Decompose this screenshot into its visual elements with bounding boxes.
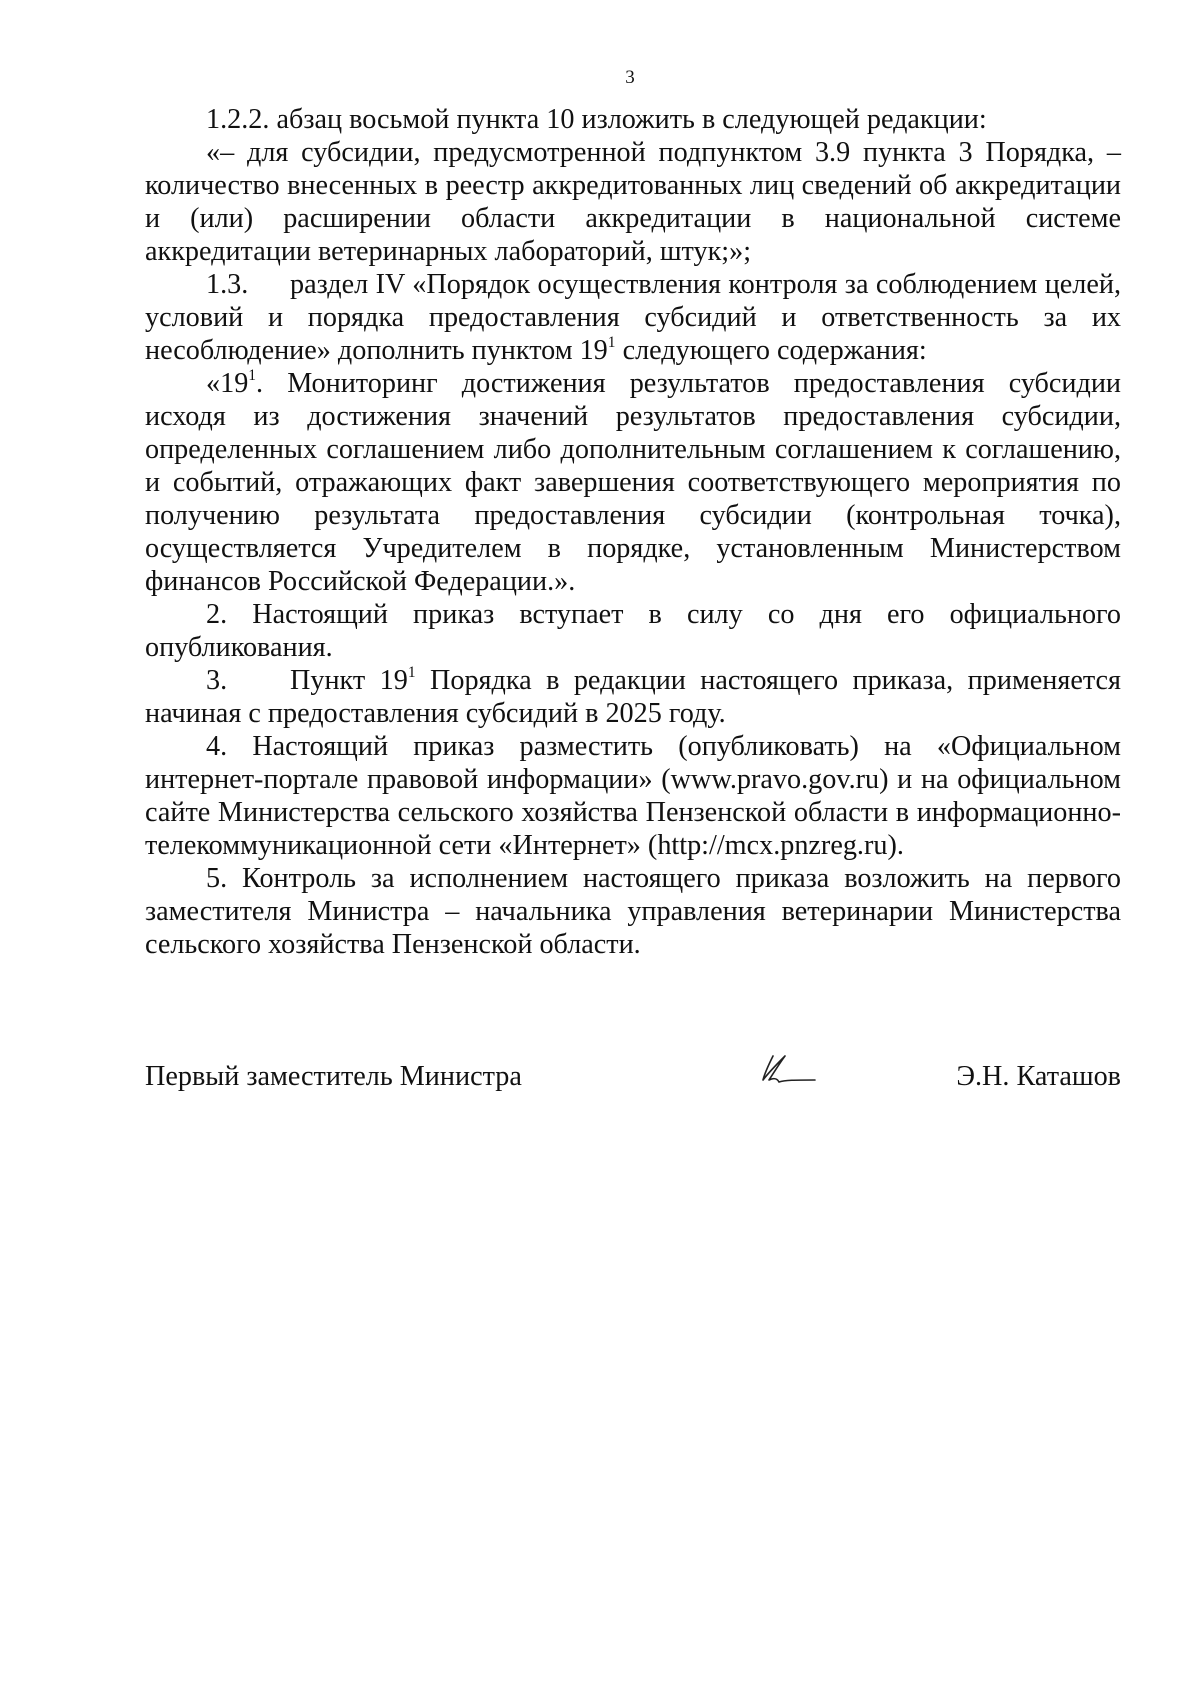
paragraph-number: 1.3. — [206, 269, 249, 300]
paragraph-19-1 — [145, 367, 1121, 598]
paragraph-text: . Мониторинг достижения результатов предоставления субсидии исходя из достижения значений результатов предоставления субсидии, определенных соглашением либо дополнительным соглашением к соглашению, и событий, отражающих факт завершения соответствующего мероприятия по получению результата предоставления субсидии (контрольная точка), осуществляется Учредителем в порядке, установленным Министерством финансов Российской Федерации.». — [145, 368, 1121, 597]
paragraph-number: 3. — [206, 665, 228, 696]
signer-name: Э.Н. Каташов — [956, 1061, 1121, 1092]
paragraph-4: 4. Настоящий приказ разместить (опубликовать) на «Официальном интернет-портале правовой информации» (www.pravo.gov.ru) и на официальном сайте Министерства сельского хозяйства Пензенской области в информационно-телекоммуникационной сети «Интернет» (http://mcx.pnzreg.ru). — [145, 731, 1121, 861]
paragraph-text: «19 — [206, 368, 249, 399]
paragraph-quoted-subsidy: «– для субсидии, предусмотренной подпунктом 3.9 пункта 3 Порядка, – количество внесенных в реестр аккредитованных лиц сведений об аккредитации и (или) расширении области аккредитации в национальной системе аккредитации ветеринарных лабораторий, штук;»; — [145, 137, 1121, 267]
superscript: 1 — [607, 334, 616, 352]
paragraph-2: 2. Настоящий приказ вступает в силу со дня его официального опубликования. — [145, 599, 1121, 663]
superscript: 1 — [248, 367, 257, 385]
paragraph-1-3 — [145, 268, 1121, 367]
paragraph-1-2-2: 1.2.2. абзац восьмой пункта 10 изложить в следующей редакции: — [206, 104, 987, 135]
signer-title: Первый заместитель Министра — [145, 1061, 522, 1092]
paragraph-text: следующего содержания: — [615, 335, 927, 366]
signature-block — [145, 1050, 1121, 1100]
paragraph-text: Порядка в редакции настоящего приказа, применяется начиная с предоставления субсидий в 2025 году. — [145, 665, 1121, 729]
handwritten-signature — [755, 1050, 825, 1090]
paragraph-3 — [145, 664, 1121, 730]
page-number: 3 — [625, 67, 635, 88]
paragraph-text: Пункт 19 — [290, 665, 408, 696]
paragraph-5: 5. Контроль за исполнением настоящего приказа возложить на первого заместителя Министра – начальника управления ветеринарии Министерства сельского хозяйства Пензенской области. — [145, 863, 1121, 960]
superscript: 1 — [407, 664, 416, 682]
paragraph-text: раздел IV «Порядок осуществления контроля за соблюдением целей, условий и порядка предоставления субсидий и ответственность за их несоблюдение» дополнить пунктом 19 — [145, 269, 1121, 366]
document-body — [145, 103, 1121, 961]
